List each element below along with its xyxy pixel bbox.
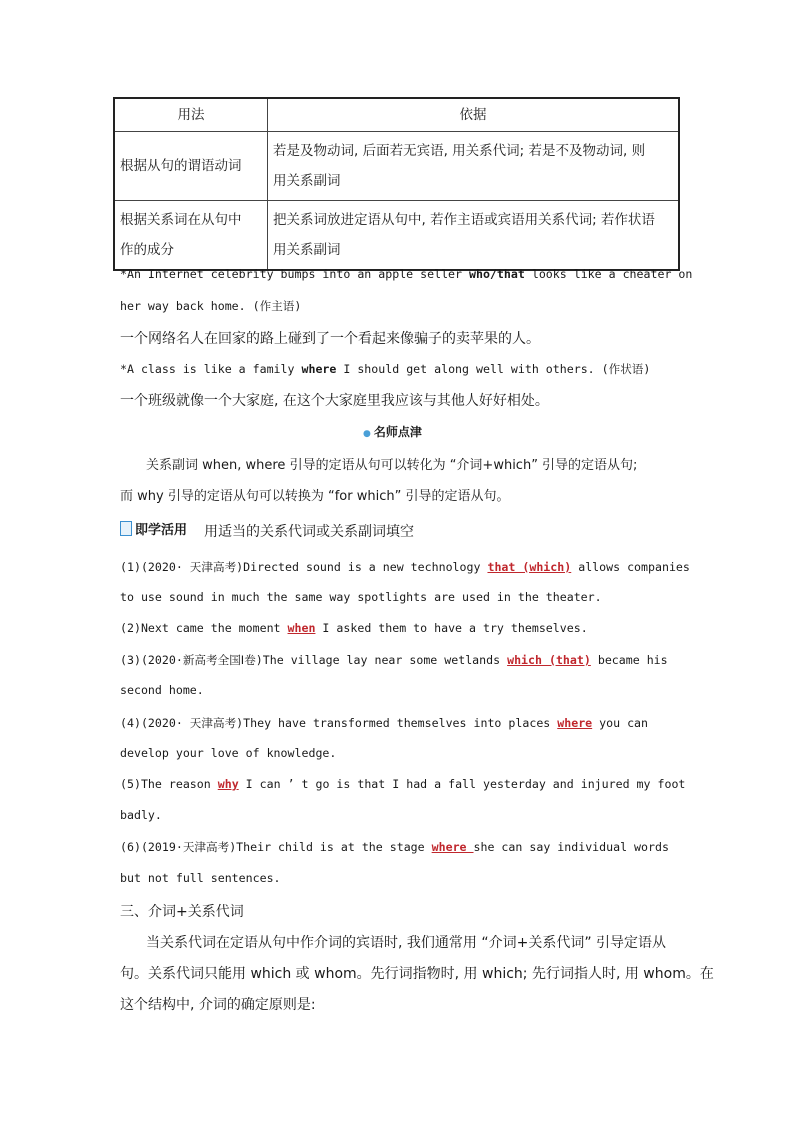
example-2-translation: 一个班级就像一个大家庭, 在这个大家庭里我应该与其他人好好相处。 [120, 393, 549, 409]
table-cell-usage [114, 201, 268, 271]
table-header-basis: 依据 [268, 98, 680, 132]
question-4-line-1: (4)(2020· 天津高考)They have transformed themselves into places where you can [120, 716, 649, 730]
answer: which (that) [507, 653, 591, 667]
answer: where [431, 840, 474, 854]
question-6-line-2: but not full sentences. [120, 871, 281, 885]
tip-title: ● 名师点津 [363, 425, 422, 439]
bullet-icon: ● [363, 429, 371, 439]
table-cell-basis [268, 201, 680, 271]
question-6-line-1: (6)(2019·天津高考)Their child is at the stage where she can say individual words [120, 840, 669, 854]
basis-line: 把关系词放进定语从句中, 若作主语或宾语用关系代词; 若作状语 [273, 212, 655, 228]
table-header-row [114, 98, 679, 132]
question-1-line-2: to use sound in much the same way spotlights are used in the theater. [120, 590, 602, 604]
example-2-line: *A class is like a family where I should get along well with others. (作状语) [120, 362, 651, 376]
example-1-line-1: *An Internet celebrity bumps into an apple seller who/that looks like a cheater on [120, 267, 693, 281]
question-3-line-1: (3)(2020·新高考全国Ⅰ卷)The village lay near some wetlands which (that) became his [120, 653, 668, 667]
tip-line-2: 而 why 引导的定语从句可以转换为 “for which” 引导的定语从句。 [120, 489, 510, 504]
question-5-line-2: badly. [120, 808, 162, 822]
usage-line: 作的成分 [120, 242, 174, 258]
relative-word: who/that [469, 267, 525, 281]
usage-line: 根据关系词在从句中 [120, 212, 242, 228]
table-cell-usage: 根据从句的谓语动词 [114, 132, 268, 201]
paragraph-line-3: 这个结构中, 介词的确定原则是: [120, 997, 316, 1013]
example-1-line-2: her way back home. (作主语) [120, 299, 302, 313]
question-2: (2)Next came the moment when I asked them to have a try themselves. [120, 621, 588, 635]
relative-word: where [301, 362, 337, 376]
basis-line: 用关系副词 [273, 242, 341, 258]
practice-badge: 即学活用 [120, 519, 187, 538]
question-4-line-2: develop your love of knowledge. [120, 746, 337, 760]
table-header-usage: 用法 [114, 98, 268, 132]
book-icon [120, 521, 132, 536]
question-5-line-1: (5)The reason why I can ’ t go is that I had a fall yesterday and injured my foot [120, 777, 686, 791]
answer: why [217, 777, 239, 791]
practice-instruction: 用适当的关系代词或关系副词填空 [204, 524, 414, 540]
question-1-line-1: (1)(2020· 天津高考)Directed sound is a new technology that (which) allows companies [120, 560, 690, 574]
table-cell-basis [268, 132, 680, 201]
table-row [114, 201, 679, 271]
basis-line: 若是及物动词, 后面若无宾语, 用关系代词; 若是不及物动词, 则 [273, 143, 646, 159]
example-1-translation: 一个网络名人在回家的路上碰到了一个看起来像骗子的卖苹果的人。 [120, 331, 540, 347]
tip-line-1: 关系副词 when, where 引导的定语从句可以转化为 “介词+which” 引导的定语从句; [146, 458, 638, 473]
paragraph-line-1: 当关系代词在定语从句中作介词的宾语时, 我们通常用 “介词+关系代词” 引导定语从 [146, 935, 667, 951]
answer: where [557, 716, 593, 730]
answer: when [287, 621, 316, 635]
section-heading: 三、介词+关系代词 [120, 904, 244, 920]
usage-table [113, 97, 680, 271]
answer: that (which) [487, 560, 572, 574]
question-3-line-2: second home. [120, 683, 204, 697]
basis-line: 用关系副词 [273, 173, 341, 189]
paragraph-line-2: 句。关系代词只能用 which 或 whom。先行词指物时, 用 which; 先行词指人时, 用 whom。在 [120, 966, 714, 982]
table-row [114, 132, 679, 201]
